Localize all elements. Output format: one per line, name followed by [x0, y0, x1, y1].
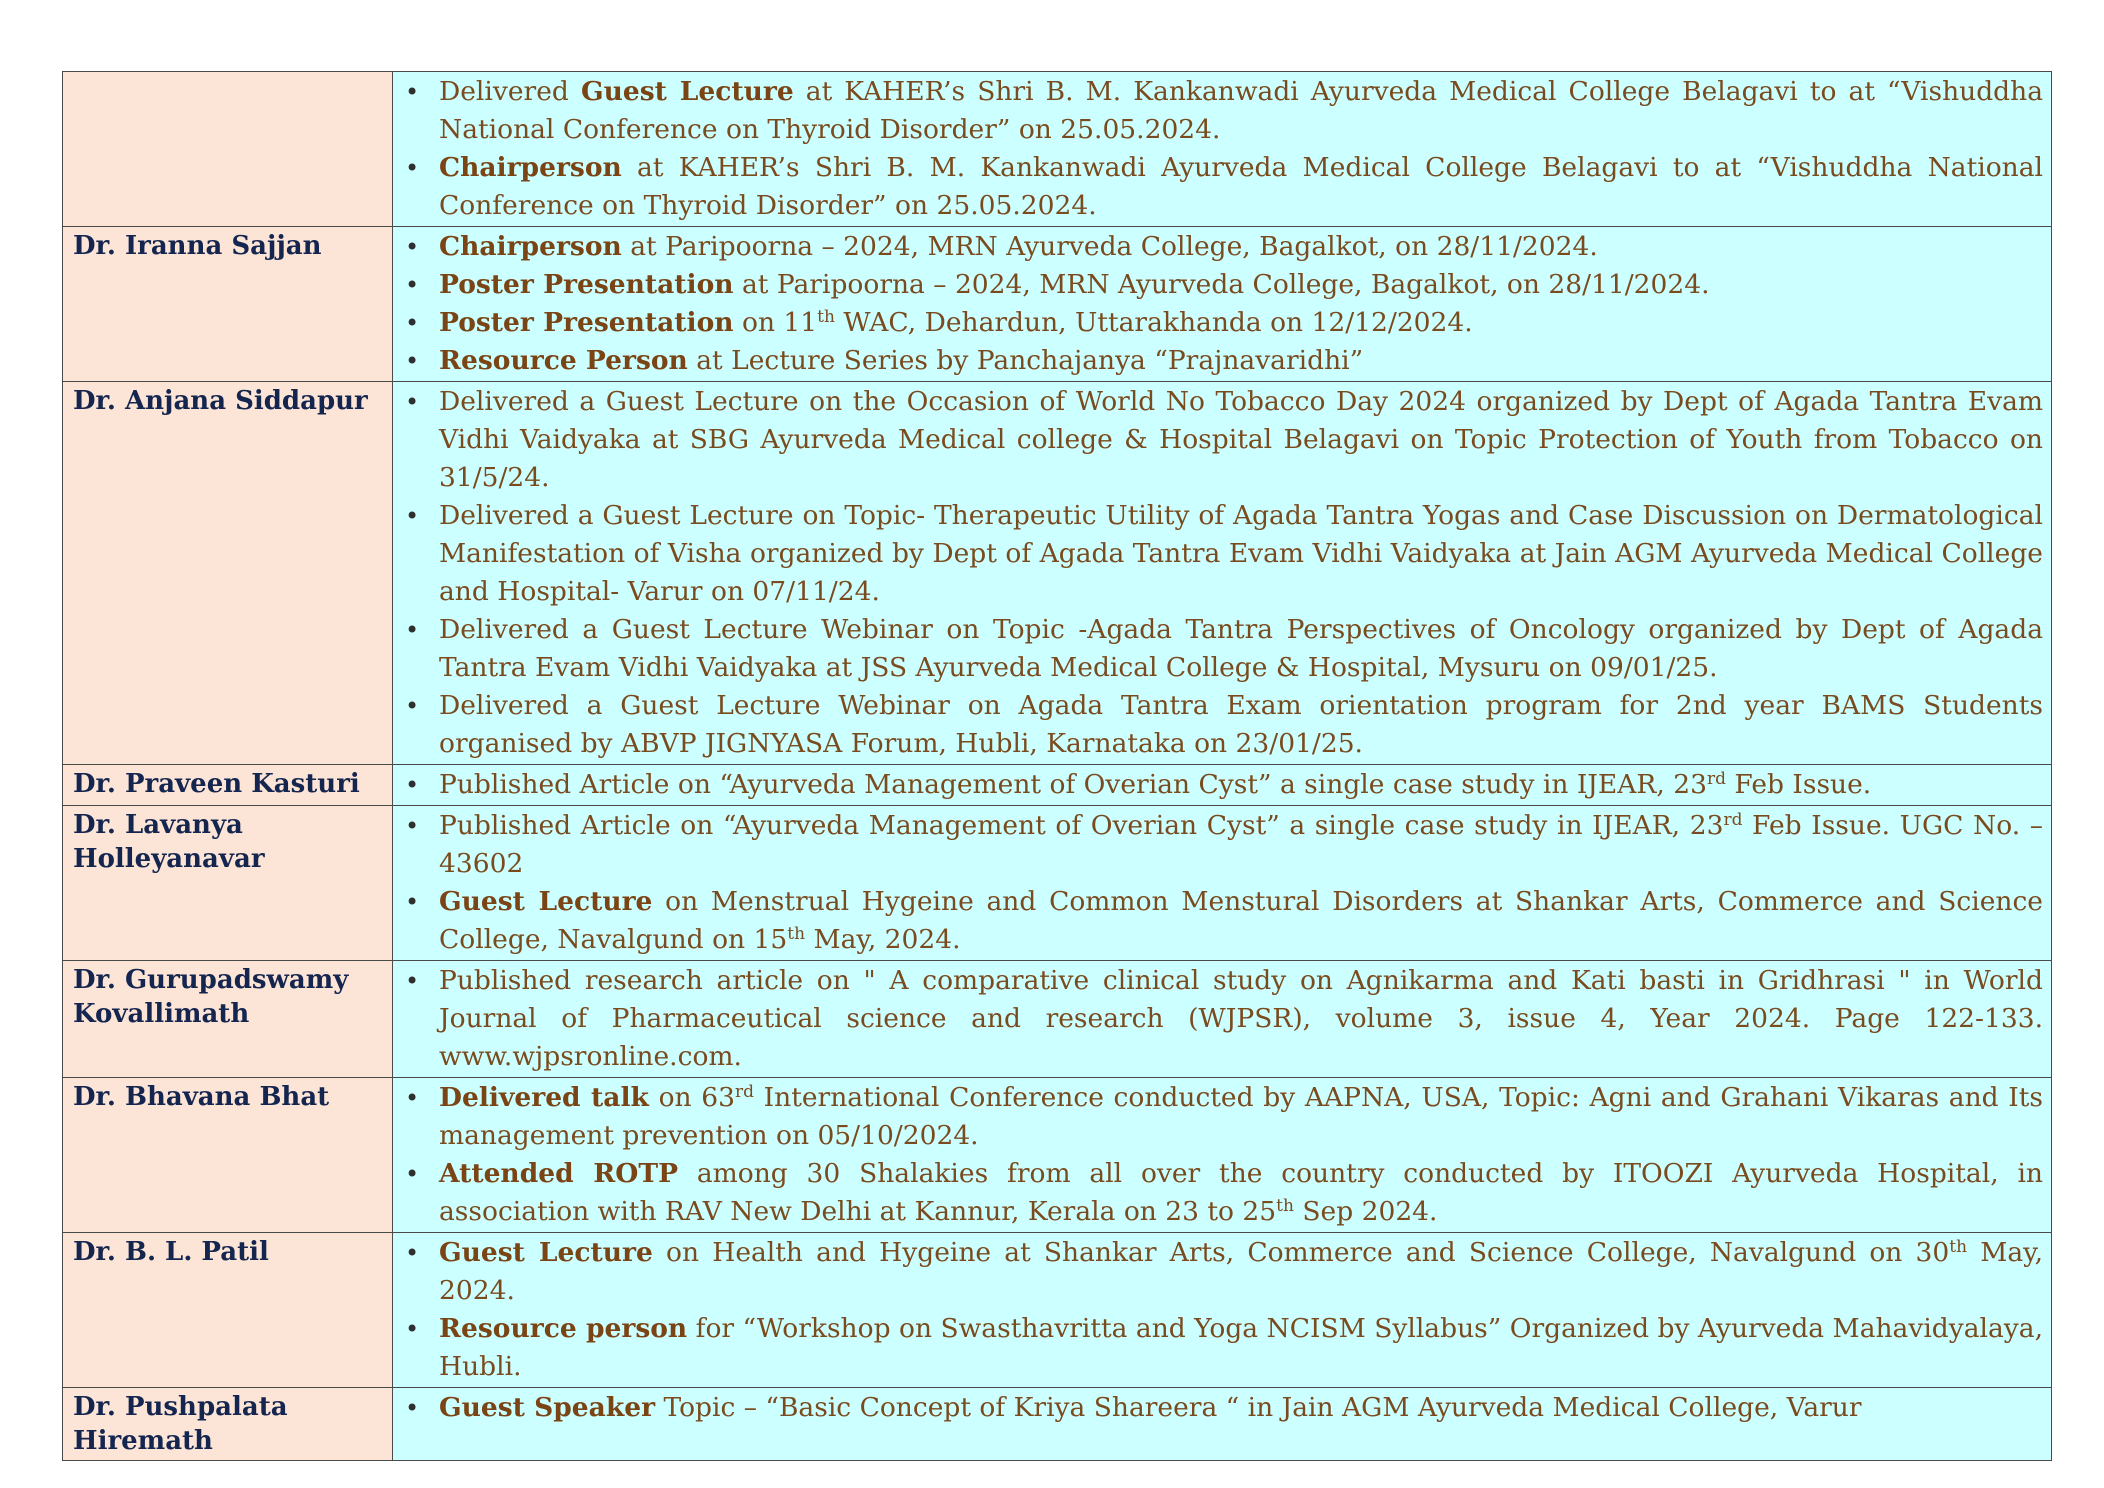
activity-list [405, 807, 2043, 959]
activity-item [405, 266, 2043, 304]
activity-item [405, 611, 2043, 687]
activity-text: Feb Issue. UGC No. – 43602 [439, 810, 2044, 879]
activity-text: Delivered a Guest Lecture on the Occasion of World No Tobacco Day 2024 organized by Dept of Agada Tantra Evam Vidhi Vaidyaka at SBG Ayurveda Medical college & Hospital Belagavi on Topic Protection of Youth from Tobacco on 31/5/24. [439, 386, 2043, 493]
activity-role: Resource Person [439, 345, 688, 376]
activity-item [405, 883, 2043, 959]
activity-text: at Paripoorna – 2024, MRN Ayurveda College, Bagalkot, on 28/11/2024. [621, 231, 1598, 262]
activity-text: Sep 2024. [1293, 1196, 1438, 1227]
table-row [63, 382, 2052, 765]
activity-text: Delivered a Guest Lecture Webinar on Agada Tantra Exam orientation program for 2nd year BAMS Students organised by ABVP JIGNYASA Forum, Hubli, Karnataka on 23/01/25. [439, 690, 2043, 759]
activity-text: Topic – “Basic Concept of Kriya Shareera “ in Jain AGM Ayurveda Medical College, Varur [655, 1392, 1862, 1423]
table-row [63, 765, 2052, 806]
ordinal-suffix: th [1949, 1237, 1968, 1257]
faculty-name: Dr. Anjana Siddapur [73, 386, 368, 416]
ordinal-suffix: th [1276, 1196, 1294, 1216]
activity-item [405, 73, 2043, 149]
activity-item [405, 383, 2043, 497]
activity-item [405, 304, 2043, 342]
activity-role: Attended ROTP [439, 1158, 678, 1189]
table-row [63, 72, 2052, 227]
activity-item [405, 1155, 2043, 1231]
activity-text: Delivered a Guest Lecture Webinar on Topic -Agada Tantra Perspectives of Oncology organized by Dept of Agada Tantra Evam Vidhi Vaidyaka at JSS Ayurveda Medical College & Hospital, Mysuru on 09/01/25. [439, 614, 2043, 683]
ordinal-suffix: th [787, 924, 806, 944]
activity-text: May, 2024. [439, 1237, 2044, 1306]
activities-cell [393, 1078, 2052, 1233]
activity-role: Guest Lecture [439, 886, 653, 917]
ordinal-suffix: rd [1723, 810, 1743, 830]
activity-item [405, 766, 2043, 804]
faculty-name-cell [63, 1233, 393, 1388]
activities-cell [393, 961, 2052, 1078]
activity-role: Poster Presentation [439, 307, 734, 338]
activity-role: Delivered talk [439, 1082, 649, 1113]
activity-list [405, 228, 2043, 380]
activity-text: at KAHER’s Shri B. M. Kankanwadi Ayurveda Medical College Belagavi to at “Vishuddha National Conference on Thyroid Disorder” on 25.05.2024. [439, 152, 2043, 221]
activity-list [405, 1079, 2043, 1231]
ordinal-suffix: rd [1706, 769, 1726, 789]
table-row [63, 227, 2052, 382]
activities-cell [393, 227, 2052, 382]
activity-text: among 30 Shalakies from all over the country conducted by ITOOZI Ayurveda Hospital, in association with RAV New Delhi at Kannur, Kerala on 23 to 25 [439, 1158, 2043, 1227]
activity-item [405, 1389, 2043, 1427]
faculty-name-cell [63, 806, 393, 961]
activity-text: on Health and Hygeine at Shankar Arts, Commerce and Science College, Navalgund on 30 [652, 1237, 1950, 1268]
activity-text: Delivered [439, 76, 581, 107]
faculty-name-cell [63, 1078, 393, 1233]
table-body [63, 72, 2052, 1461]
activity-list [405, 383, 2043, 763]
activities-cell [393, 382, 2052, 765]
activity-role: Chairperson [439, 152, 622, 183]
activity-item [405, 1310, 2043, 1386]
activities-cell [393, 1388, 2052, 1461]
faculty-name-cell [63, 1388, 393, 1461]
activity-list [405, 73, 2043, 225]
activity-item [405, 342, 2043, 380]
activity-item [405, 1234, 2043, 1310]
activities-cell [393, 1233, 2052, 1388]
activity-text: at KAHER’s Shri B. M. Kankanwadi Ayurveda Medical College Belagavi to at “Vishuddha National Conference on Thyroid Disorder” on 25.05.2024. [439, 76, 2044, 145]
activity-text: Feb Issue. [1725, 769, 1872, 800]
table-row [63, 1078, 2052, 1233]
faculty-name: Dr. Lavanya Holleyanavar [73, 810, 265, 874]
faculty-name: Dr. B. L. Patil [73, 1237, 269, 1267]
activity-text: at Paripoorna – 2024, MRN Ayurveda College, Bagalkot, on 28/11/2024. [733, 269, 1710, 300]
activity-text: Published Article on “Ayurveda Management of Overian Cyst” a single case study in IJEAR, 23 [439, 769, 1707, 800]
table-row [63, 1233, 2052, 1388]
activity-item [405, 687, 2043, 763]
table-row [63, 806, 2052, 961]
activity-text: on 11 [733, 307, 818, 338]
activity-role: Resource person [439, 1313, 688, 1344]
activity-role: Chairperson [439, 231, 622, 262]
activity-text: Published Article on “Ayurveda Management of Overian Cyst” a single case study in IJEAR, 23 [439, 810, 1724, 841]
faculty-name-cell [63, 72, 393, 227]
faculty-name: Dr. Praveen Kasturi [73, 769, 360, 799]
faculty-activities-table [62, 71, 2052, 1461]
activity-text: on 63 [648, 1082, 735, 1113]
table-row [63, 1388, 2052, 1461]
faculty-name: Dr. Gurupadswamy Kovallimath [73, 965, 349, 1029]
faculty-name-cell [63, 961, 393, 1078]
faculty-name-cell [63, 765, 393, 806]
faculty-name-cell [63, 227, 393, 382]
ordinal-suffix: th [817, 307, 835, 327]
activity-role: Guest Lecture [439, 1237, 653, 1268]
activity-text: on Menstrual Hygeine and Common Menstural Disorders at Shankar Arts, Commerce and Science College, Navalgund on 15 [439, 886, 2043, 955]
activity-list [405, 1389, 2043, 1427]
activity-list [405, 766, 2043, 804]
activity-text: May, 2024. [805, 924, 961, 955]
faculty-name-cell [63, 382, 393, 765]
activities-cell [393, 72, 2052, 227]
activity-text: for “Workshop on Swasthavritta and Yoga NCISM Syllabus” Organized by Ayurveda Mahavidyalaya, Hubli. [439, 1313, 2044, 1382]
activity-text: International Conference conducted by AAPNA, USA, Topic: Agni and Grahani Vikaras and Its management prevention on 05/10/2024. [439, 1082, 2044, 1151]
table-row [63, 961, 2052, 1078]
activity-item [405, 1079, 2043, 1155]
activity-role: Poster Presentation [439, 269, 734, 300]
activities-cell [393, 806, 2052, 961]
activity-item [405, 497, 2043, 611]
ordinal-suffix: rd [734, 1082, 754, 1102]
activity-item [405, 228, 2043, 266]
activity-role: Guest Lecture [580, 76, 794, 107]
activity-list [405, 1234, 2043, 1386]
document-page [62, 71, 2052, 1461]
activity-role: Guest Speaker [439, 1392, 656, 1423]
activity-text: Published research article on " A comparative clinical study on Agnikarma and Kati basti in Gridhrasi " in World Journal of Pharmaceutical science and research (WJPSR), volume 3, issue 4, Year 2024. Page 122-133. www.wjpsronline.com. [439, 965, 2043, 1072]
activities-cell [393, 765, 2052, 806]
faculty-name: Dr. Bhavana Bhat [73, 1082, 330, 1112]
activity-item [405, 962, 2043, 1076]
activity-text: Delivered a Guest Lecture on Topic- Therapeutic Utility of Agada Tantra Yogas and Case Discussion on Dermatological Manifestation of Visha organized by Dept of Agada Tantra Evam Vidhi Vaidyaka at Jain AGM Ayurveda Medical College and Hospital- Varur on 07/11/24. [439, 500, 2043, 607]
activity-item [405, 149, 2043, 225]
faculty-name: Dr. Pushpalata Hiremath [73, 1392, 288, 1456]
faculty-name: Dr. Iranna Sajjan [73, 231, 322, 261]
activity-item [405, 807, 2043, 883]
activity-text: at Lecture Series by Panchajanya “Prajnavaridhi” [687, 345, 1364, 376]
activity-text: WAC, Dehardun, Uttarakhanda on 12/12/2024. [834, 307, 1473, 338]
activity-list [405, 962, 2043, 1076]
